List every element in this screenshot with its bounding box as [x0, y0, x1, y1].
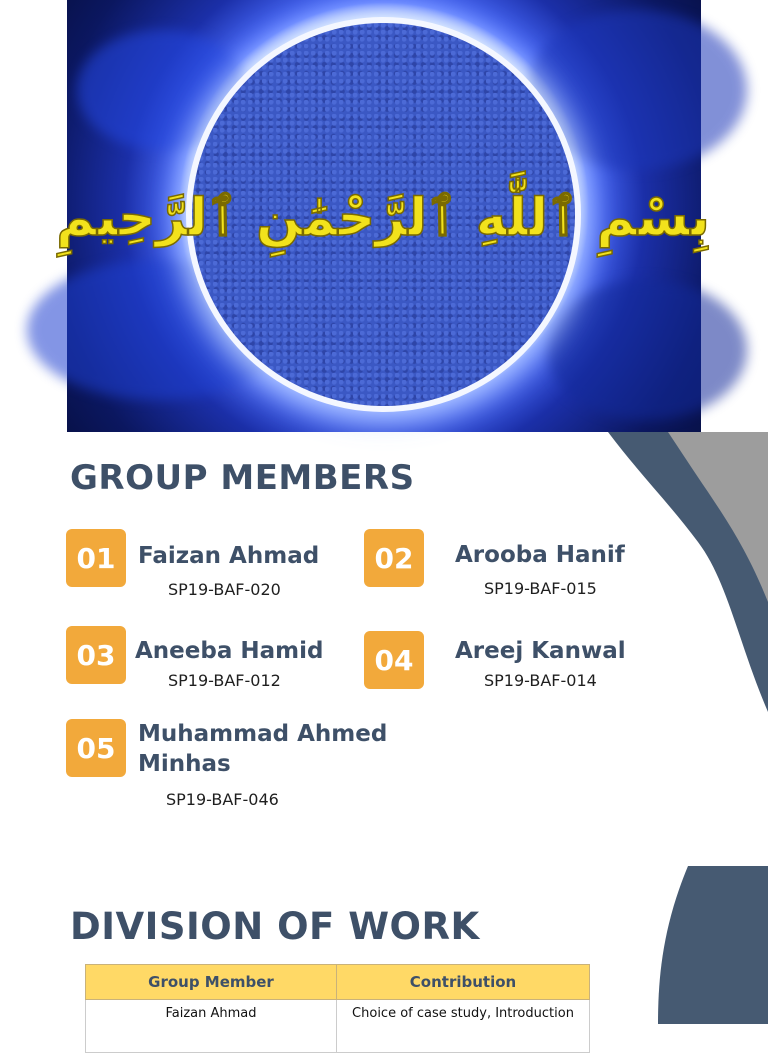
division-of-work-table: [85, 964, 590, 1053]
member-number-badge: 03: [66, 626, 126, 684]
member-name: Faizan Ahmad: [138, 543, 320, 569]
group-members-title: GROUP MEMBERS: [70, 458, 415, 498]
member-name: Muhammad Ahmed Minhas: [138, 721, 388, 777]
decorative-wave: [608, 432, 768, 732]
member-number-badge: 05: [66, 719, 126, 777]
bismillah-banner: [56, 0, 710, 432]
table-header-row: [86, 965, 590, 1000]
calligraphy-text: بِسْمِ ٱللَّٰهِ ٱلرَّحْمَٰنِ ٱلرَّحِيمِ: [56, 188, 710, 248]
column-header: Contribution: [337, 965, 590, 1000]
table-cell: Choice of case study, Introduction: [337, 1000, 590, 1053]
table-row: [86, 1000, 590, 1053]
member-id: SP19-BAF-012: [168, 671, 281, 690]
column-header: Group Member: [86, 965, 337, 1000]
member-number-badge: 02: [364, 529, 424, 587]
member-name: Areej Kanwal: [455, 638, 626, 664]
calligraphy-medallion: [56, 23, 710, 406]
member-id: SP19-BAF-015: [484, 579, 597, 598]
member-name: Aneeba Hamid: [135, 638, 324, 664]
decorative-wave: [658, 866, 768, 1024]
member-name: Arooba Hanif: [455, 542, 625, 568]
member-number-badge: 01: [66, 529, 126, 587]
division-of-work-title: DIVISION OF WORK: [70, 905, 480, 948]
table-cell: Faizan Ahmad: [86, 1000, 337, 1053]
member-id: SP19-BAF-014: [484, 671, 597, 690]
member-id: SP19-BAF-046: [166, 790, 279, 809]
member-number-badge: 04: [364, 631, 424, 689]
banner-swirl: [547, 280, 747, 420]
bismillah-calligraphy: [56, 143, 710, 283]
member-id: SP19-BAF-020: [168, 580, 281, 599]
